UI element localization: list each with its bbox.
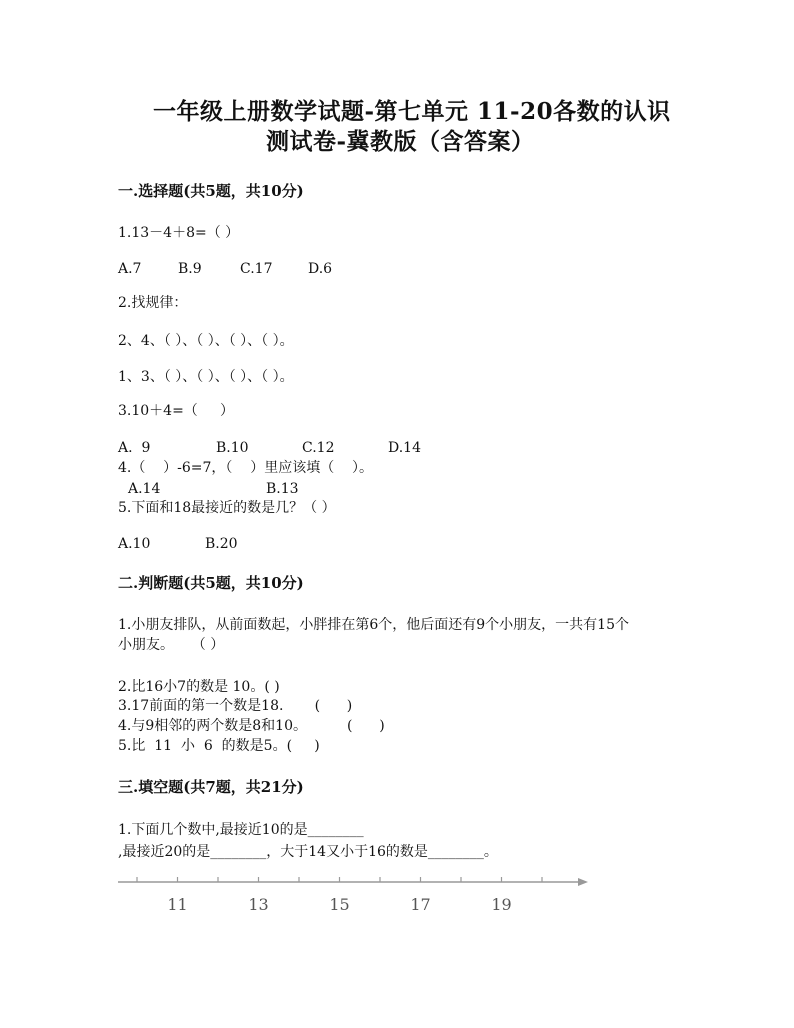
question-1-5: 5.下面和18最接近的数是几？（ ） <box>118 500 336 516</box>
q1-1-option-a: A.7 <box>118 261 142 277</box>
section-1-heading: 一.选择题(共5题，共10分) <box>118 182 304 200</box>
question-2-2: 2.比16小7的数是 10。( ) <box>118 679 280 695</box>
number-line-arrow-icon <box>578 878 588 886</box>
q1-3-option-c: C.12 <box>302 440 335 456</box>
question-2-4: 4.与9相邻的两个数是8和10。 ( ) <box>118 718 385 734</box>
q1-1-option-b: B.9 <box>178 261 202 277</box>
question-3-1-line-1: 1.下面几个数中,最接近10的是________ <box>118 822 364 838</box>
page-title-line-2: 测试卷-冀教版（含答案） <box>266 128 535 155</box>
section-2-heading: 二.判断题(共5题，共10分) <box>118 574 304 592</box>
number-line-label: 11 <box>167 895 188 914</box>
question-1-3: 3.10＋4=（ ） <box>118 403 235 419</box>
page-title-line-1: 一年级上册数学试题-第七单元 11-20各数的认识 <box>153 98 671 125</box>
question-1-2-pattern-1: 2、4、（ ）、（ ）、（ ）、（ ）。 <box>118 333 294 349</box>
q1-4-option-b: B.13 <box>266 481 299 497</box>
question-1-2-pattern-2: 1、3、（ ）、（ ）、（ ）、（ ）。 <box>118 369 294 385</box>
section-3-heading: 三.填空题(共7题，共21分) <box>118 778 304 796</box>
number-line-label: 15 <box>329 895 350 914</box>
q1-5-option-b: B.20 <box>205 536 238 552</box>
question-3-1-line-2: ,最接近20的是________，大于14又小于16的数是________。 <box>118 844 498 860</box>
q1-5-option-a: A.10 <box>118 536 151 552</box>
number-line-label: 13 <box>248 895 269 914</box>
q1-1-option-d: D.6 <box>308 261 333 277</box>
question-2-5: 5.比 11 小 6 的数是5。( ) <box>118 738 320 754</box>
number-line-label: 19 <box>491 895 512 914</box>
question-2-1-line-2: 小朋友。 （ ） <box>118 637 225 653</box>
q1-3-option-d: D.14 <box>388 440 421 456</box>
question-1-2: 2.找规律： <box>118 295 188 311</box>
question-2-1-line-1: 1.小朋友排队，从前面数起，小胖排在第6个，他后面还有9个小朋友，一共有15个 <box>118 617 629 633</box>
question-1-1: 1.13－4＋8=（ ） <box>118 225 240 241</box>
number-line-label: 17 <box>410 895 431 914</box>
q1-1-option-c: C.17 <box>240 261 273 277</box>
q1-3-option-a: A. 9 <box>118 440 151 456</box>
q1-4-option-a: A.14 <box>128 481 161 497</box>
question-2-3: 3.17前面的第一个数是18. ( ) <box>118 698 353 714</box>
q1-3-option-b: B.10 <box>216 440 249 456</box>
question-1-4: 4.（ ）-6=7，（ ）里应该填（ ）。 <box>118 460 374 476</box>
